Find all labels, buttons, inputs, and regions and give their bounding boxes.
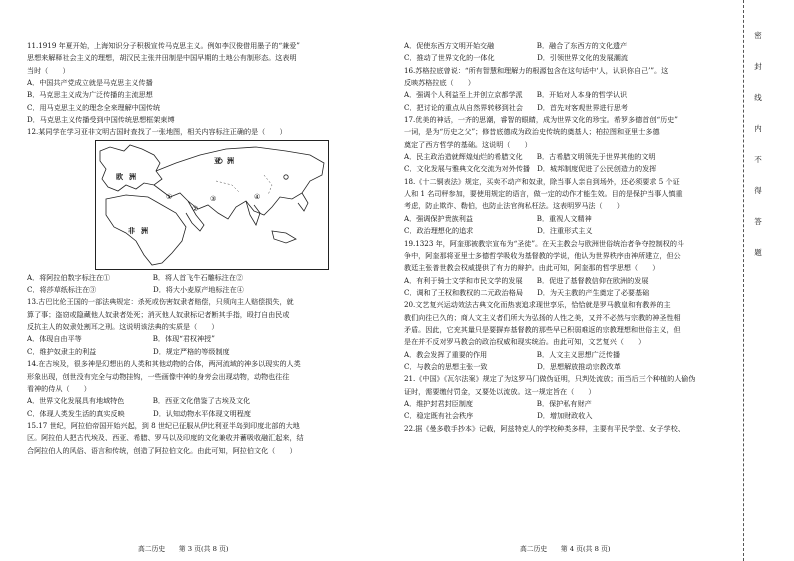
map-outline-drawing [96,141,328,269]
right-column [404,40,734,435]
option-row [404,349,734,361]
question-text: 思想来解释社会主义的理想，胡汉民主张井田制是中国早期的土地公有制形态。这表明 [27,53,297,63]
question-text: 22.据《曼多敬手抄本》记载，阿兹特克人的学校种类多样，主要有平民学堂、女子学校、 [404,423,685,433]
option-text: C．文化发展与雅典文化交流为对外传播 D．城邦制度促进了公民创造力的发挥 [404,164,657,174]
question-text: 11.1919 年夏开始，上海知识分子积极宣传马克思主义。例如李汉俊借用墨子的“兼爱” [27,41,300,50]
left-question-block-2 [27,272,380,457]
option-text: C．推动了世界文化的一体化 D．引领世界文化的发展潮流 [404,53,628,63]
question-text: 合阿拉伯人的风俗、语言和传统，创造了阿拉伯文化。由此可知，阿拉伯文化（ ） [27,445,297,455]
option-text: A．教会发挥了重要的作用 B．人文主义思想广泛传播 [404,349,621,359]
option-row [404,410,734,422]
binding-char: 密 [754,31,762,40]
binding-char: 不 [754,155,762,164]
option-row [404,225,734,237]
option-text: C．调和了王权和教权的二元政治格局 D．为天主教的产生奠定了必要基础 [404,287,650,297]
question-text: 21.《中国》《瓦尔法案》规定了为这罗马门做伪证明，只判处流放；而当后三个种植的人偷伪 [404,374,696,384]
binding-notice [752,30,764,278]
question-text: 矛盾。因此，它充其量只是要摒弃基督教的那些早已积弱难返的宗教理想和世俗主义，但 [404,324,681,334]
option-text: B．马克思主义成为广泛传播的主流思想 [27,90,153,100]
option-row [27,284,380,296]
option-row [27,272,380,284]
binding-char: 得 [754,186,762,195]
option-row [404,287,734,299]
binding-char: 线 [754,93,762,102]
question-text: 区。阿拉伯人把古代埃及、西亚、希腊、罗马以及印度的文化兼收并蓄吸收融汇起来，结 [27,433,304,443]
question-text: 18.《十二铜表法》规定，买卖不动产和奴隶，除当事人亲自到场外，还必须要求 5 个证 [404,176,680,186]
option-text: C．用马克思主义的理念全来理解中国传统 [27,102,161,112]
option-text: C．维护奴隶主的利益 D．规定严格的等级制度 [27,346,230,356]
option-row [404,151,734,163]
page-footer-left: 高二历史 第 3 页(共 8 页) [138,545,229,553]
option-row [27,395,380,407]
question-text: 证时，需要缴付罚金，又要处以流放。这一规定旨在（ ） [404,386,596,396]
binding-char: 封 [754,62,762,71]
ancient-civilizations-map [95,140,329,270]
option-row [404,52,734,64]
question-text: 反抗主人的奴隶处割耳之刑。这说明该法典的实质是（ ） [27,322,219,332]
binding-char: 内 [754,124,762,133]
left-question-block [27,40,380,139]
option-text: A．世界文化发展具有地域特色 B．西亚文化借鉴了古埃及文化 [27,396,251,406]
question-text: 17.优美的神话，一齐的思潮，睿智的眼睛，成为世界文化的珍宝。希罗多德首创“历史” [404,115,678,125]
option-text: C．与教会的思想主张一致 D．思想解放推动宗教改革 [404,361,621,371]
option-row [404,40,734,52]
left-column [27,40,380,457]
binding-line [743,0,744,561]
question-text: 反映苏格拉底（ ） [404,78,475,88]
question-text: 看神的侍从（ ） [27,383,91,393]
option-row [404,361,734,373]
option-text: A．中国共产党成立就是马克思主义传播 [27,78,153,88]
option-text: C．政治理想化的追求 D．注重形式主义 [404,226,593,236]
question-text: 13.古巴比伦王国的一部法典规定：杀死或伤害奴隶者赔偿，只须向主人赔偿损失，就 [27,297,294,307]
map-marker-2: ② [192,204,199,213]
question-text: 考虑，防止欺诈、勒伯，也防止法官徇私枉法。这表明罗马法（ ） [404,201,624,211]
question-text: 19.1323 年，阿奎那被教宗宣布为“圣徒”。在天主教会与欧洲世俗统治者争夺控制权的斗 [404,238,685,248]
option-row [404,102,734,114]
option-text: A．促使东西方文明开始交融 B．融合了东西方的文化遗产 [404,41,628,50]
question-text: 奠定了西方哲学的基础。这说明（ ） [404,139,532,149]
question-text: 争中，阿奎那将亚里士多德哲学吸收为基督教的学说，他认为世界秩序由神所建立，但公 [404,250,681,260]
question-text: 16.苏格拉底曾说：“所有智慧和理解力的根源包含在这句话中‘人，认识你自己’”。这 [404,65,669,75]
question-text: 算了事；盗窃或隐藏他人奴隶者处死；消灭他人奴隶标记者断其手指，殴打自由民或 [27,309,290,319]
question-text: 教廷主张普世教会权威提供了有力的辩护。由此可知，阿奎那的哲学思想（ ） [404,263,660,273]
map-marker-1: ① [166,192,173,201]
binding-char: 题 [754,248,762,257]
option-text: C．将莎草纸标注在③ D．将大小麦原产地标注在④ [27,285,244,295]
map-label-africa: 非洲 [128,225,154,235]
question-text: 是在并不反对罗马教会的政治权威和现实统治。由此可知，文艺复兴（ ） [404,337,646,347]
question-text: 一词，是为“历史之父”；修昔底德成为政治史传统的奠基人；柏拉图和亚里士多德 [404,127,660,137]
question-text: 形象出现，创世没有完全与动物挂钩，一些画像中神的身旁会出现动物，动物也往往 [27,371,290,381]
option-row [27,346,380,358]
option-text: A．强调个人利益至上并创立京都学派 B．开始对人本身的哲学认识 [404,90,628,100]
page-footer-right: 高二历史 第 4 页(共 8 页) [520,545,611,553]
option-row [27,408,380,420]
option-row [404,89,734,101]
option-text: A．体现自由平等 B．体现“君权神授” [27,334,215,344]
option-row [404,398,734,410]
option-text: A．有利于骑士文学和市民文学的发展 B．促进了基督教信仰在欧洲的发展 [404,275,649,285]
option-text: A．强调保护贵族利益 B．重视人文精神 [404,213,592,223]
binding-char: 答 [754,217,762,226]
option-row [27,333,380,345]
option-text: C．稳定既有社会秩序 D．增加财政收入 [404,411,593,421]
question-text: 14.在古埃及，很多神是幻想出的人类和其他动物的合体，两河流域的神多以现实的人类 [27,359,301,369]
option-text: A．将阿拉伯数字标注在① B．将人首飞牛石雕标注在② [27,272,244,282]
question-text: 教们向往已久的；商人文主义者们所大为弘扬的人性之美，又并不必然与宗教的神圣性相 [404,312,681,322]
map-label-europe: 欧洲 [116,171,142,181]
question-text: 12.某同学在学习亚非文明古国时查找了一张地图，相关内容标注正确的是（ ） [27,127,287,137]
option-text: A．民主政治造就辉煌灿烂的希腊文化 B．古希腊文明领先于世界其他的文明 [404,152,656,162]
option-text: C．把讨论的重点从自然界转移到社会 D．首先对客观世界进行思考 [404,102,628,112]
map-marker-4: ④ [254,192,261,201]
map-marker-3: ③ [210,194,217,203]
question-text: 20.文艺复兴运动效法古典文化而热衷追求现世享乐，恰恰就是罗马教皇和有教养的主 [404,300,671,310]
option-text: C．体现人类发生活的真实反映 D．认知动物水平体现文明程度 [27,408,251,418]
option-row [404,213,734,225]
question-text: 当时（ ） [27,65,70,75]
option-row [404,275,734,287]
option-text: D．马克思主义传播受到中国传统思想框架束缚 [27,115,175,125]
question-text: 人和 1 名司秤参加，要使用规定的语言，做一定的动作才能生效。目的是保护当事人慎重 [404,189,683,199]
map-label-asia: 亚洲 [214,155,240,165]
option-text: A．维护封君封臣制度 B．保护私有财产 [404,398,592,408]
question-text: 15.17 世纪，阿拉伯帝国开始兴起，到 8 世纪已征服从伊比利亚半岛到印度北部的大地 [27,420,300,430]
